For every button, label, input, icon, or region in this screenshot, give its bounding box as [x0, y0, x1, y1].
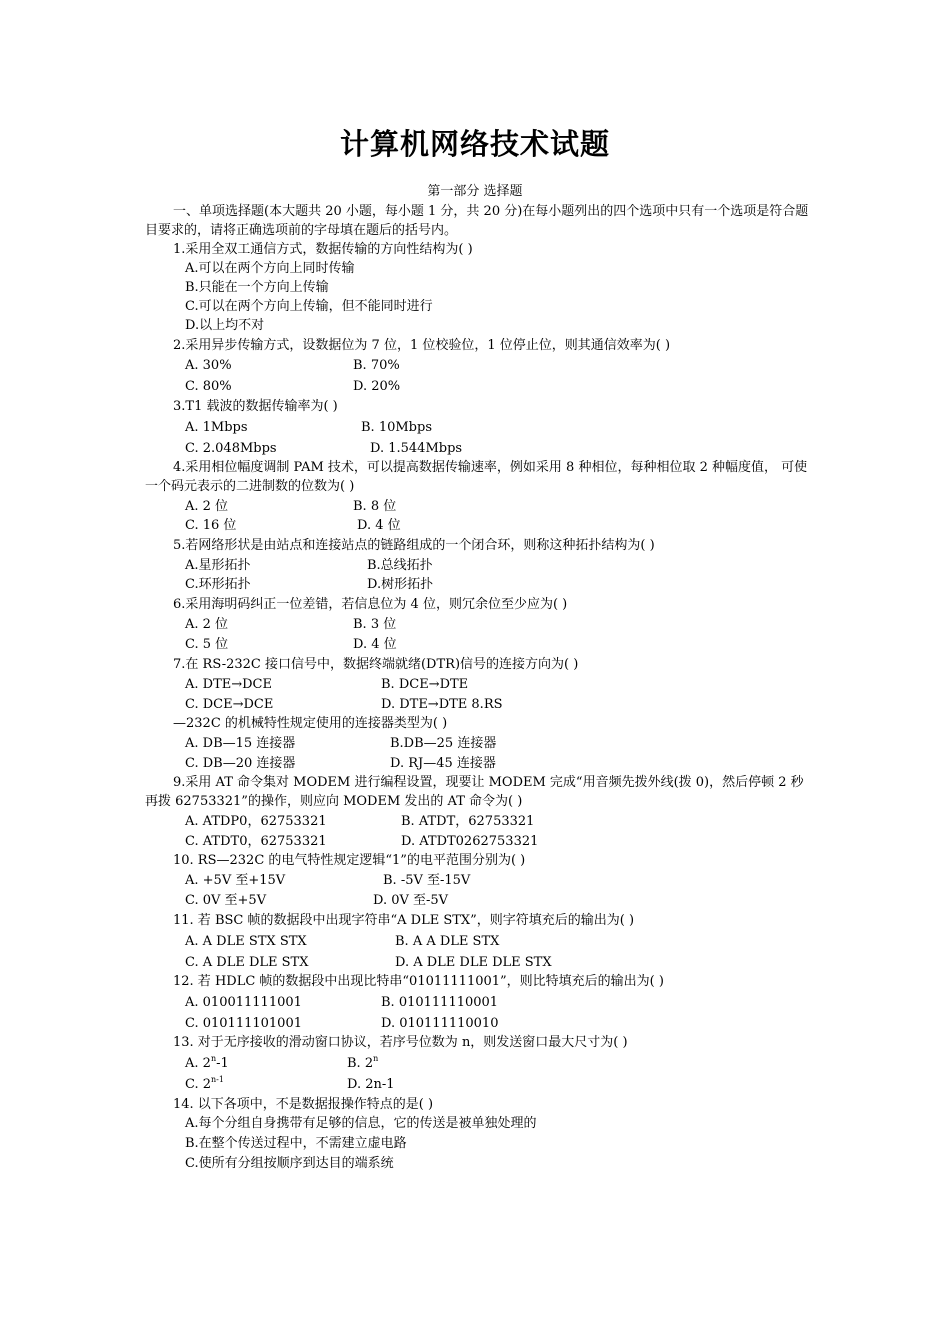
instructions-paragraph: 一、单项选择题(本大题共 20 小题，每小题 1 分，共 20 分)在每小题列出的四个选项中只有一个选项是符合题目要求的，请将正确选项前的字母填在题后的括号内。: [145, 204, 809, 238]
question-12-option-b: B. 010111110001: [381, 995, 499, 1010]
question-6-option-d: D. 4 位: [353, 637, 397, 652]
question-2-option-d: D. 20%: [353, 379, 401, 394]
question-12-option-d: D. 010111110010: [381, 1016, 499, 1031]
question-3: 3.T1 载波的数据传输率为( ): [173, 399, 338, 414]
question-6-option-b: B. 3 位: [353, 617, 397, 632]
page-title: 计算机网络技术试题: [339, 127, 610, 161]
section-heading: 第一部分 选择题: [427, 184, 523, 199]
question-4-option-a: A. 2 位: [185, 499, 229, 514]
question-7-option-b: B. DCE→DTE: [381, 677, 469, 692]
question-2-option-c: C. 80%: [185, 379, 232, 394]
question-13-option-c: C. 2$^{n-1}$: [185, 1075, 224, 1092]
question-4-option-b: B. 8 位: [353, 499, 397, 514]
question-6: 6.采用海明码纠正一位差错，若信息位为 4 位，则冗余位至少应为( ): [173, 597, 568, 612]
question-5-option-d: D.树形拓扑: [367, 577, 434, 592]
question-2: 2.采用异步传输方式，设数据位为 7 位，1 位校验位，1 位停止位，则其通信效率为( ): [173, 338, 671, 353]
question-8-option-d: D. RJ—45 连接器: [390, 756, 496, 771]
question-9: 9.采用 AT 命令集对 MODEM 进行编程设置，现要让 MODEM 完成“用音频先拨外线(拨 0)，然后停顿 2 秒再拨 62753321”的操作，则应向 MODEM 发出的 AT 命令为( ): [145, 775, 804, 809]
question-8: —232C 的机械特性规定使用的连接器类型为( ): [173, 716, 448, 731]
question-11-option-a: A. A DLE STX STX: [185, 934, 307, 949]
question-13-option-d: D. 2n-1: [347, 1077, 395, 1092]
question-14-option-b: B.在整个传送过程中，不需建立虚电路: [185, 1136, 407, 1151]
question-5-option-c: C.环形拓扑: [185, 577, 251, 592]
question-12: 12. 若 HDLC 帧的数据段中出现比特串“01011111001”，则比特填充后的输出为( ): [173, 974, 664, 989]
question-1-option-a: A.可以在两个方向上同时传输: [185, 261, 355, 276]
question-10-option-b: B. -5V 至-15V: [383, 873, 471, 888]
question-12-option-c: C. 010111101001: [185, 1016, 302, 1031]
question-3-option-d: D. 1.544Mbps: [370, 441, 463, 456]
question-11-option-c: C. A DLE DLE STX: [185, 955, 309, 970]
question-4-option-d: D. 4 位: [357, 518, 401, 533]
question-13-option-b: B. 2$^n$: [347, 1054, 379, 1071]
question-12-option-a: A. 010011111001: [185, 995, 302, 1010]
question-7-option-c: C. DCE→DCE: [185, 697, 274, 712]
question-11: 11. 若 BSC 帧的数据段中出现字符串“A DLE STX”，则字符填充后的输出为( ): [173, 913, 635, 928]
question-14-option-c: C.使所有分组按顺序到达目的端系统: [185, 1156, 394, 1171]
question-1: 1.采用全双工通信方式，数据传输的方向性结构为( ): [173, 242, 473, 257]
question-7: 7.在 RS-232C 接口信号中，数据终端就绪(DTR)信号的连接方向为( ): [173, 657, 579, 672]
question-13: 13. 对于无序接收的滑动窗口协议，若序号位数为 n，则发送窗口最大尺寸为( ): [173, 1035, 628, 1050]
question-14-option-a: A.每个分组自身携带有足够的信息，它的传送是被单独处理的: [185, 1116, 537, 1131]
question-6-option-c: C. 5 位: [185, 637, 229, 652]
question-8-option-c: C. DB—20 连接器: [185, 756, 296, 771]
question-5-option-a: A.星形拓扑: [185, 558, 251, 573]
question-7-option-d: D. DTE→DTE 8.RS: [381, 697, 503, 712]
question-2-option-b: B. 70%: [353, 358, 400, 373]
question-10-option-a: A. +5V 至+15V: [185, 873, 286, 888]
question-11-option-b: B. A A DLE STX: [395, 934, 500, 949]
question-6-option-a: A. 2 位: [185, 617, 229, 632]
question-11-option-d: D. A DLE DLE DLE STX: [395, 955, 552, 970]
question-2-option-a: A. 30%: [185, 358, 232, 373]
question-4: 4.采用相位幅度调制 PAM 技术，可以提高数据传输速率，例如采用 8 种相位，每种相位取 2 种幅度值， 可使一个码元表示的二进制数的位数为( ): [145, 460, 808, 494]
question-10: 10. RS—232C 的电气特性规定逻辑“1”的电平范围分别为( ): [173, 853, 526, 868]
question-5: 5.若网络形状是由站点和连接站点的链路组成的一个闭合环，则称这种拓扑结构为( ): [173, 538, 655, 553]
question-13-option-a: A. 2$^n$-1: [185, 1054, 229, 1071]
question-1-option-b: B.只能在一个方向上传输: [185, 280, 329, 295]
question-9-option-a: A. ATDP0，62753321: [185, 814, 327, 829]
question-8-option-a: A. DB—15 连接器: [185, 736, 296, 751]
question-5-option-b: B.总线拓扑: [367, 558, 433, 573]
question-14: 14. 以下各项中，不是数据报操作特点的是( ): [173, 1097, 434, 1112]
question-4-option-c: C. 16 位: [185, 518, 237, 533]
question-9-option-d: D. ATDT0262753321: [401, 834, 539, 849]
question-8-option-b: B.DB—25 连接器: [390, 736, 497, 751]
question-3-option-a: A. 1Mbps: [185, 420, 248, 435]
question-3-option-b: B. 10Mbps: [361, 420, 432, 435]
question-1-option-c: C.可以在两个方向上传输，但不能同时进行: [185, 299, 433, 314]
question-7-option-a: A. DTE→DCE: [185, 677, 272, 692]
question-1-option-d: D.以上均不对: [185, 318, 265, 333]
question-9-option-b: B. ATDT，62753321: [401, 814, 535, 829]
question-10-option-c: C. 0V 至+5V: [185, 893, 267, 908]
question-3-option-c: C. 2.048Mbps: [185, 441, 277, 456]
question-9-option-c: C. ATDT0，62753321: [185, 834, 327, 849]
question-10-option-d: D. 0V 至-5V: [373, 893, 449, 908]
